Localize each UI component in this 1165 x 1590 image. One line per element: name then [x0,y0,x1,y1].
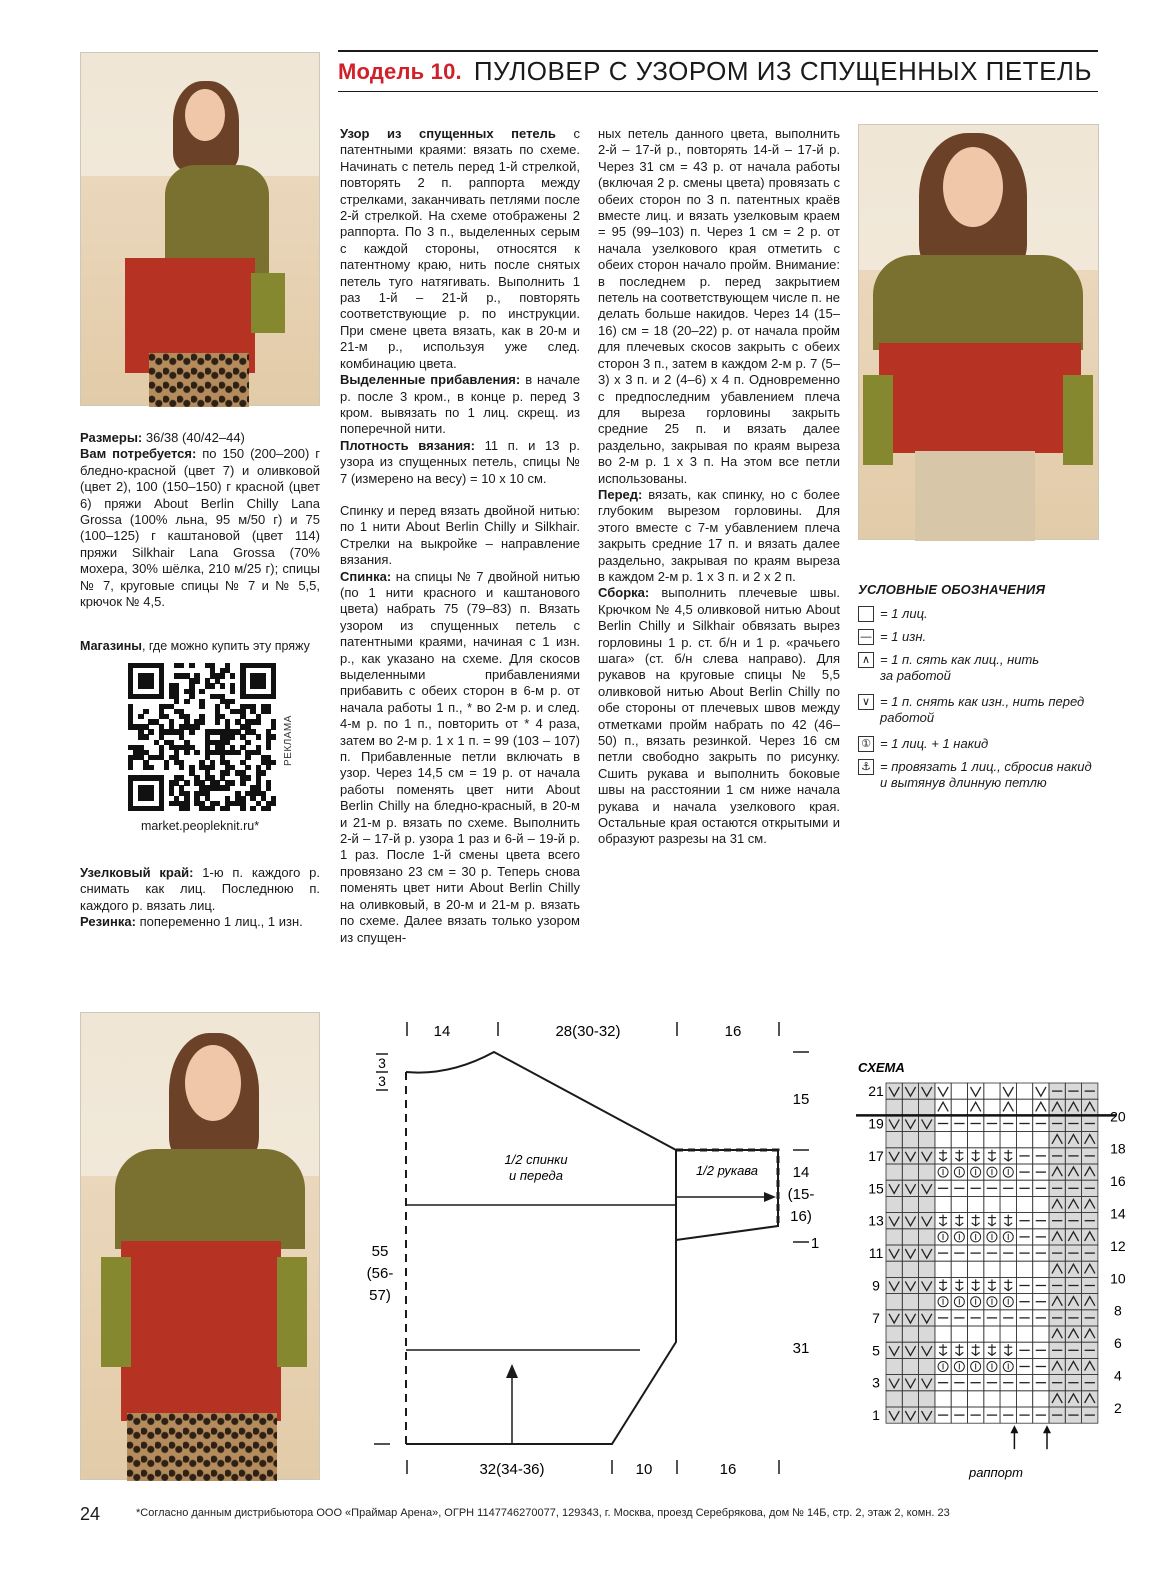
legend-title: УСЛОВНЫЕ ОБОЗНАЧЕНИЯ [858,582,1046,597]
qr-module [240,780,245,785]
dim-right-4: 16) [790,1208,812,1225]
row-label-right: 4 [1114,1367,1122,1384]
chart-cell [951,1391,967,1407]
qr-module [230,780,235,785]
dim-bottom-2: 10 [635,1461,653,1478]
row-label-left: 13 [868,1212,884,1229]
title-bar [338,50,1098,92]
qr-module [271,760,276,765]
qr-module [245,755,250,760]
row-label-left: 5 [872,1342,880,1359]
chart-cell [935,1326,951,1342]
model-title: ПУЛОВЕР С УЗОРОМ ИЗ СПУЩЕННЫХ ПЕТЕЛЬ [473,56,1093,86]
chart-cell [935,1196,951,1212]
qr-module [230,673,235,678]
qr-module [220,683,225,688]
chart-cell [984,1083,1000,1099]
edge-value: 1-ю п. каждого р. снимать как лиц. Последнюю п. каждого р. вязать лиц. [80,865,320,913]
dim-right-5: 1 [810,1235,820,1252]
chart-cell [984,1099,1000,1115]
row-label-right: 18 [1110,1140,1126,1157]
qr-module [250,806,255,811]
chart-cell [968,1261,984,1277]
repeat-arrowhead [1043,1425,1051,1433]
qr-module [245,740,250,745]
chart-cell [951,1099,967,1115]
increases-label: Выделенные прибавления: [340,372,521,388]
qr-module [266,765,271,770]
rib-value: попеременно 1 лиц., 1 изн. [135,914,303,930]
qr-module [266,745,271,750]
qr-module [225,785,230,790]
row-label-right: 12 [1110,1237,1126,1254]
chart-cell [951,1083,967,1099]
row-label-right: 20 [1110,1108,1126,1125]
dim-right-1: 15 [792,1091,810,1108]
dim-neck-2: 3 [378,1073,386,1089]
shops-line [80,638,320,654]
assembly-label: Сборка: [598,585,650,601]
row-label-left: 21 [868,1083,884,1100]
footnote: *Согласно данным дистрибьютора ООО «Праймар Арена», ОГРН 1147746270077, 129343, г. Москва, проезд Серебрякова, дом № 14Б, стр. 2, этаж 2, комн. 23 [136,1507,950,1519]
slip-purlwise-icon: ∨ [858,694,874,710]
chart-cell [984,1132,1000,1148]
knit-yarnover-icon: ① [858,736,874,752]
stitch-chart [850,1055,1126,1485]
row-label-right: 14 [1110,1205,1126,1222]
row-label-right: 2 [1114,1399,1122,1416]
qr-module [271,724,276,729]
chart-cell [1016,1132,1032,1148]
increases-text: в начале р. после 3 кром., в конце р. перед 3 кром. вывязать по 1 лиц. скрещ. из поперечной нити. [340,372,580,437]
gauge-label: Плотность вязания: [340,437,475,453]
chart-cell [1000,1132,1016,1148]
qr-module [194,724,199,729]
dim-neck-1: 3 [378,1055,386,1071]
qr-module [128,765,133,770]
edge-shade-left [886,1083,935,1423]
legend-text: = 1 п. снять как изн., нить перед работой [880,694,1085,725]
qr-module [271,734,276,739]
qr-module [240,806,245,811]
qr-module [235,750,240,755]
chart-cell [1016,1083,1032,1099]
materials-value: по 150 (200–200) г бледно-красной (цвет 7) и оливковой (цвет 2), 100 (150–150) г красной (цвет 6) пряжи About Berlin Chilly Lana Grossa (100% льна, 95 м/50 г) и 75 (100–125) г каштановой (цвет 114) пряжи Silkhair Lana Grossa (70% мохера, 30% шёлка, 210 м/25 г); спицы № 7, круговые спицы № 7 и № 5,5, крючок № 4,5. [80,446,321,610]
qr-module [179,663,184,668]
front-text: вязать, как спинку, но с более глубоким вырезом горловины. Для этого вместе с 7-м убавлением плеча закрыть средние 17 п. и вязать далее раздельно, закрывая по краям выреза в каждом 2-м р. 1 х 3 п. и 2 х 2 п. [598,486,840,584]
qr-module [271,694,276,699]
chart-cell [1000,1196,1016,1212]
qr-module [194,750,199,755]
legend-text: = 1 лиц. + 1 накид [880,736,989,751]
legend-text: = 1 изн. [880,629,927,644]
qr-module [245,775,250,780]
back-continued-text: ных петель данного цвета, выполнить 2-й – 17-й р., повторять 14-й – 17-й р. Через 31 см = 43 р. от начала работы (включая 2 р. смены цвета) провязать с обеих сторон по 3 п. патентных краёв вместе лиц. и вязать узелковым краем = 95 (99–103) п. Через 1 см = 2 р. от начала узелкового края отметить с обеих сторон начало пройм. Внимание: в последнем р. перед закрытием петель на соответствующем числе п. не делать больше накидов. Через 14 (15–16) см = 18 (20–22) р. от начала пройм для плечевых скосов закрыть с обеих сторон 3 п., затем в каждом 2-м р. 7 (5–3) х 3 п. и 2 (4–6) х 4 п. Одновременно с предпоследним убавлением плеча для выреза горловины закрыть средние 25 п. и вязать далее раздельно, закрывая по краям выреза во 2-м р. 1 х 3 п. На этом все петли использованы. [598,126,840,486]
qr-module [184,699,189,704]
qr-module [230,689,235,694]
qr-module [179,765,184,770]
qr-module [266,806,271,811]
instructions-column-1 [340,126,580,946]
knit-symbol-icon [858,606,874,622]
row-label-left: 9 [872,1277,880,1294]
chart-cell [1000,1391,1016,1407]
dim-right-2: 14 [792,1164,810,1181]
qr-module [159,694,164,699]
qr-module [210,806,215,811]
legend-knit-yo [858,736,988,752]
row-label-right: 6 [1114,1335,1122,1352]
chart-cell [1033,1132,1049,1148]
chart-cell [984,1196,1000,1212]
dim-right-3: (15- [787,1186,815,1203]
row-label-right: 10 [1110,1270,1126,1287]
yarn-note: Спинку и перед вязать двойной нитью: по 1 нити About Berlin Chilly и Silkhair. Стрелки на выкройке – направление вязания. [340,502,580,568]
qr-module [184,806,189,811]
materials-block [80,430,320,610]
sleeve-label: 1/2 рукава [695,1163,759,1178]
dim-top-middle: 28(30-32) [555,1023,621,1040]
drop-stitch-icon: ⚓ [858,759,874,775]
slip-purl-mark [1003,1087,1013,1096]
gauge-text: 11 п. и 13 р. узора из спущенных петель, спицы № 7 (измерено на весу) = 10 х 10 см. [340,437,581,486]
dim-bottom-1: 32(34-36) [479,1461,545,1478]
chart-cell [968,1326,984,1342]
page-number: 24 [80,1504,101,1524]
model-photo-side [80,52,320,406]
chart-cell [935,1261,951,1277]
qr-module [225,806,230,811]
slip-knitwise-icon: ∧ [858,652,874,668]
legend-text: = 1 п. сять как лиц., нить за работой [880,652,1040,683]
chart-cell [984,1326,1000,1342]
qr-module [189,694,194,699]
chart-cell [951,1196,967,1212]
qr-module [194,678,199,683]
instructions-column-2 [598,126,840,848]
qr-module [266,785,271,790]
dim-bottom-3: 16 [719,1461,737,1478]
slip-purl-mark [1036,1087,1046,1096]
qr-module [215,719,220,724]
qr-module [199,704,204,709]
qr-module [189,729,194,734]
back-label: Спинка: [340,568,392,584]
dim-right-6: 31 [792,1340,810,1357]
shops-label: Магазины [80,639,142,653]
row-label-left: 1 [872,1407,880,1424]
chart-cell [968,1391,984,1407]
chart-cell [951,1261,967,1277]
legend-text: = 1 лиц. [880,606,928,621]
shop-url[interactable]: market.peopleknit.ru* [140,819,260,833]
qr-module [261,683,266,688]
slip-knit-mark [1036,1102,1046,1111]
qr-module [148,683,153,688]
dim-top-right: 16 [724,1023,742,1040]
chart-cell [1033,1326,1049,1342]
qr-module [225,770,230,775]
slip-purl-mark [971,1087,981,1096]
qr-module [148,796,153,801]
chart-cell [1033,1261,1049,1277]
stitch-pattern-label: Узор из спущенных петель [340,126,556,141]
legend-slip-purlwise [858,694,1084,726]
edge-and-rib-block [80,865,320,931]
qr-module [148,729,153,734]
qr-module [159,806,164,811]
qr-module [256,734,261,739]
qr-module [230,734,235,739]
row-label-left: 15 [868,1180,884,1197]
legend-drop-stitch [858,759,1092,791]
edge-label: Узелковый край: [80,865,194,880]
slip-knit-mark [971,1102,981,1111]
chart-cell [1016,1099,1032,1115]
qr-module [256,719,261,724]
row-label-left: 17 [868,1147,884,1164]
qr-module [143,734,148,739]
slip-purl-mark [938,1087,948,1096]
qr-module [230,699,235,704]
slip-knit-mark [1003,1102,1013,1111]
materials-label: Вам потребуется: [80,446,197,462]
qr-module [210,765,215,770]
qr-module [138,714,143,719]
back-text: на спицы № 7 двойной нитью (по 1 нити красного и каштанового цвета) набрать 75 (79–83) п. Вязать узором из спущенных петель с патентными краями, начиная с 1 изн. р., как указано на схеме. Для скосов выделенными прибавлениями прибавить с обеих сторон в 6-м р. от начала работы 1 п., * во 2-м р. и след. 4-м р. по 1 п., повторить от * 4 раза, затем во 2-м р. 1 х 1 п. = 99 (103 – 107) п. Прибавленные петли включать в узор. Через 14,5 см = 19 р. от начала работы поменять цвет нити About Berlin Chilly на бледно-красный, в 20-м и 21-м р. вязать по схеме. Выполнить 2-й – 17-й р. узора 1 раз и 6-й – 19-й р. 1 раз. После 1-й смены цвета всего провязано 23 см = 30 р. Теперь снова поменять цвет нити About Berlin Chilly на оливковый, в 20-м и 21-м р. вязать по схеме. Далее вязать только узором из спущен- [340,568,580,945]
sizes-value: 36/38 (40/42–44) [142,430,245,445]
qr-module [199,689,204,694]
body-label-2: и переда [509,1168,563,1183]
chart-cell [935,1132,951,1148]
row-label-left: 11 [868,1245,884,1262]
qr-module [148,765,153,770]
chart-cell [1016,1391,1032,1407]
slip-knit-mark [938,1102,948,1111]
model-number: Модель 10. [338,58,462,84]
qr-module [184,780,189,785]
row-label-left: 19 [868,1115,884,1132]
qr-module [210,683,215,688]
qr-module [189,663,194,668]
qr-module [143,709,148,714]
legend-knit [858,606,928,622]
chart-cell [935,1391,951,1407]
chart-cell [984,1391,1000,1407]
body-label-1: 1/2 спинки [504,1152,568,1167]
chart-cell [1016,1326,1032,1342]
model-photo-front [858,124,1099,540]
dim-left-3: 57) [369,1287,391,1304]
qr-module [164,765,169,770]
chart-cell [1033,1391,1049,1407]
repeat-label: раппорт [969,1465,1023,1480]
row-label-right: 16 [1110,1173,1126,1190]
front-label: Перед: [598,486,643,502]
row-label-right: 8 [1114,1302,1122,1319]
chart-cell [984,1261,1000,1277]
legend-slip-knitwise [858,652,1039,684]
chart-cell [951,1326,967,1342]
ad-label: РЕКЛАМА [283,715,294,766]
chart-cell [968,1132,984,1148]
qr-code[interactable] [128,663,276,811]
chart-cell [968,1196,984,1212]
qr-module [220,673,225,678]
dim-left-1: 55 [371,1243,389,1260]
chart-cell [1016,1196,1032,1212]
shops-text: , где можно купить эту пряжу [141,639,310,653]
legend-purl [858,629,926,645]
model-photo-full [80,1012,320,1480]
purl-symbol-icon: — [858,629,874,645]
dim-left-2: (56- [366,1265,394,1282]
chart-cell [1033,1196,1049,1212]
garment-schematic [340,1012,840,1492]
legend-text: = провязать 1 лиц., сбросив накид и вытянув длинную петлю [880,759,1092,790]
qr-module [184,750,189,755]
qr-module [245,765,250,770]
row-label-left: 7 [872,1309,880,1326]
assembly-text: выполнить плечевые швы. Крючком № 4,5 оливковой нитью About Berlin Chilly и Silkhair обвязать вырез горловины 1 р. ст. б/н и 1 р. «рачьего шага» (ст. б/н слева направо). Для рукавов на круговые спицы № 5,5 оливковой нитью About Berlin Chilly по обе стороны от плечевых швов между отметками пройм набрать по 42 (46–50) п., вязать резинкой. Через 16 см петли свободно закрыть по рисунку. Сшить рукава и выполнить боковые швы на расстоянии 1 см ниже начала рукава и начала узелкового края. Остальные края остаются открытыми и образуют разрезы на 31 см. [598,585,840,847]
repeat-arrowhead [1010,1425,1018,1433]
qr-module [174,699,179,704]
chart-cell [1016,1261,1032,1277]
qr-module [261,770,266,775]
qr-module [199,719,204,724]
chart-cell [1000,1261,1016,1277]
chart-title: СХЕМА [858,1060,905,1075]
chart-cell [951,1132,967,1148]
rib-label: Резинка: [80,914,136,930]
stitch-pattern-text: с патентными краями: вязать по схеме. Начинать с петель перед 1-й стрелкой, повторять 2 п. раппорта между стрелками, заканчивать петлями после 2-й стрелкой. На схеме отображены 2 раппорта. По 3 п., выделенных серым с каждой стороны, относятся к патентному краю, нить после снятых петель туго натягивать. Выполнить 1 раз 1-й – 21-й р., повторять соответствующие р. по инструкции. При смене цвета вязать, как в 20-м и 21-м р., используя уже след. комбинацию цвета. [340,126,580,371]
row-label-left: 3 [872,1374,880,1391]
chart-cell [1000,1326,1016,1342]
dim-top-left: 14 [433,1023,451,1040]
qr-module [271,801,276,806]
sizes-label: Размеры: [80,430,143,445]
qr-module [266,709,271,714]
